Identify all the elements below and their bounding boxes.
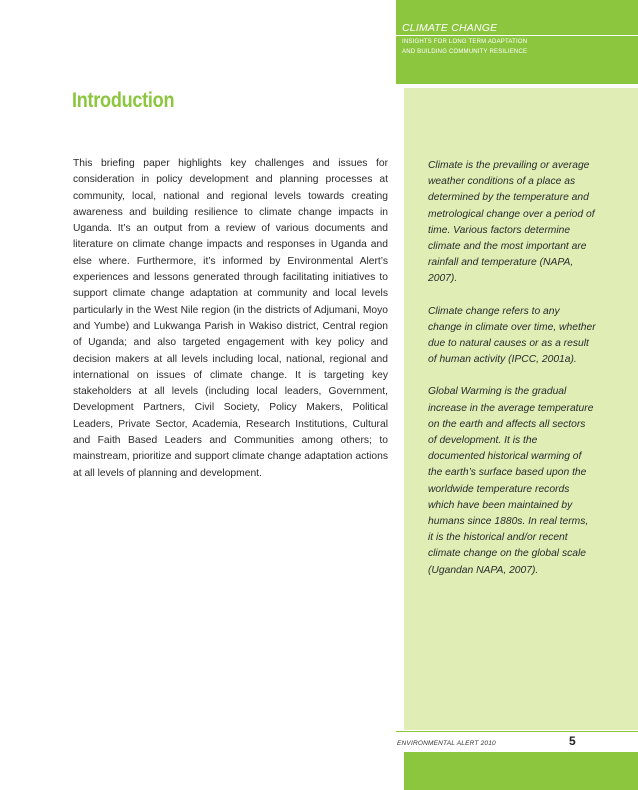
definitions-sidebar — [404, 88, 638, 730]
definition-global-warming: Global Warming is the gradual increase in the average temperature on the earth and affects all sectors of development. It is the documented historical warming of the earth’s surface based upon the worldwide temperature records which have been maintained by humans since 1880s. In real terms, it is the historical and/or recent climate change on the global scale (Ugandan NAPA, 2007). — [428, 386, 594, 576]
page-number: 5 — [569, 734, 576, 748]
page-title: Introduction — [72, 89, 175, 112]
series-subtitle-line1: INSIGHTS FOR LONG TERM ADAPTATION — [402, 39, 528, 45]
footer-band — [404, 752, 638, 790]
definition-climate: Climate is the prevailing or average weather conditions of a place as determined by the temperature and metrological change over a period of time. Various factors determine climate and the most important are rainfall and temperature (NAPA, 2007). — [428, 160, 595, 285]
definition-climate-change: Climate change refers to any change in climate over time, whether due to natural causes or as a result of human activity (IPCC, 2001a). — [428, 305, 596, 366]
introduction-paragraph: This briefing paper highlights key challenges and issues for consideration in policy development and planning processes at community, local, national and regional levels towards creating awareness and building resilience to climate change impacts in Uganda. It’s an output from a review of various documents and literature on climate change impacts and responses in Uganda and else where. Furthermore, it’s informed by Environmental Alert’s experiences and lessons generated through facilitating initiatives to support climate change adaptation at community and local levels particularly in the West Nile region (in the districts of Adjumani, Moyo and Yumbe) and Lukwanga Parish in Wakiso district, Central region of Uganda; and also targeted engagement with key policy and decision makers at all levels including local, national, regional and international on issues of climate change. It is targeting key stakeholders at all levels (including local leaders, Government, Development Partners, Civil Society, Policy Makers, Political Leaders, Private Sector, Academia, Research Institutions, Cultural and Faith Based Leaders and Communities among others; to mainstream, prioritize and support climate change adaptation actions at all levels of planning and development. — [73, 158, 388, 479]
footer-organization: ENVIRONMENTAL ALERT 2010 — [397, 740, 496, 747]
series-title: CLIMATE CHANGE — [402, 22, 498, 34]
header-band — [396, 0, 638, 84]
footer-divider — [396, 731, 638, 732]
definitions-list — [428, 158, 596, 595]
header-divider — [396, 35, 638, 36]
series-subtitle-line2: AND BUILDING COMMUNITY RESILIENCE — [402, 49, 528, 55]
